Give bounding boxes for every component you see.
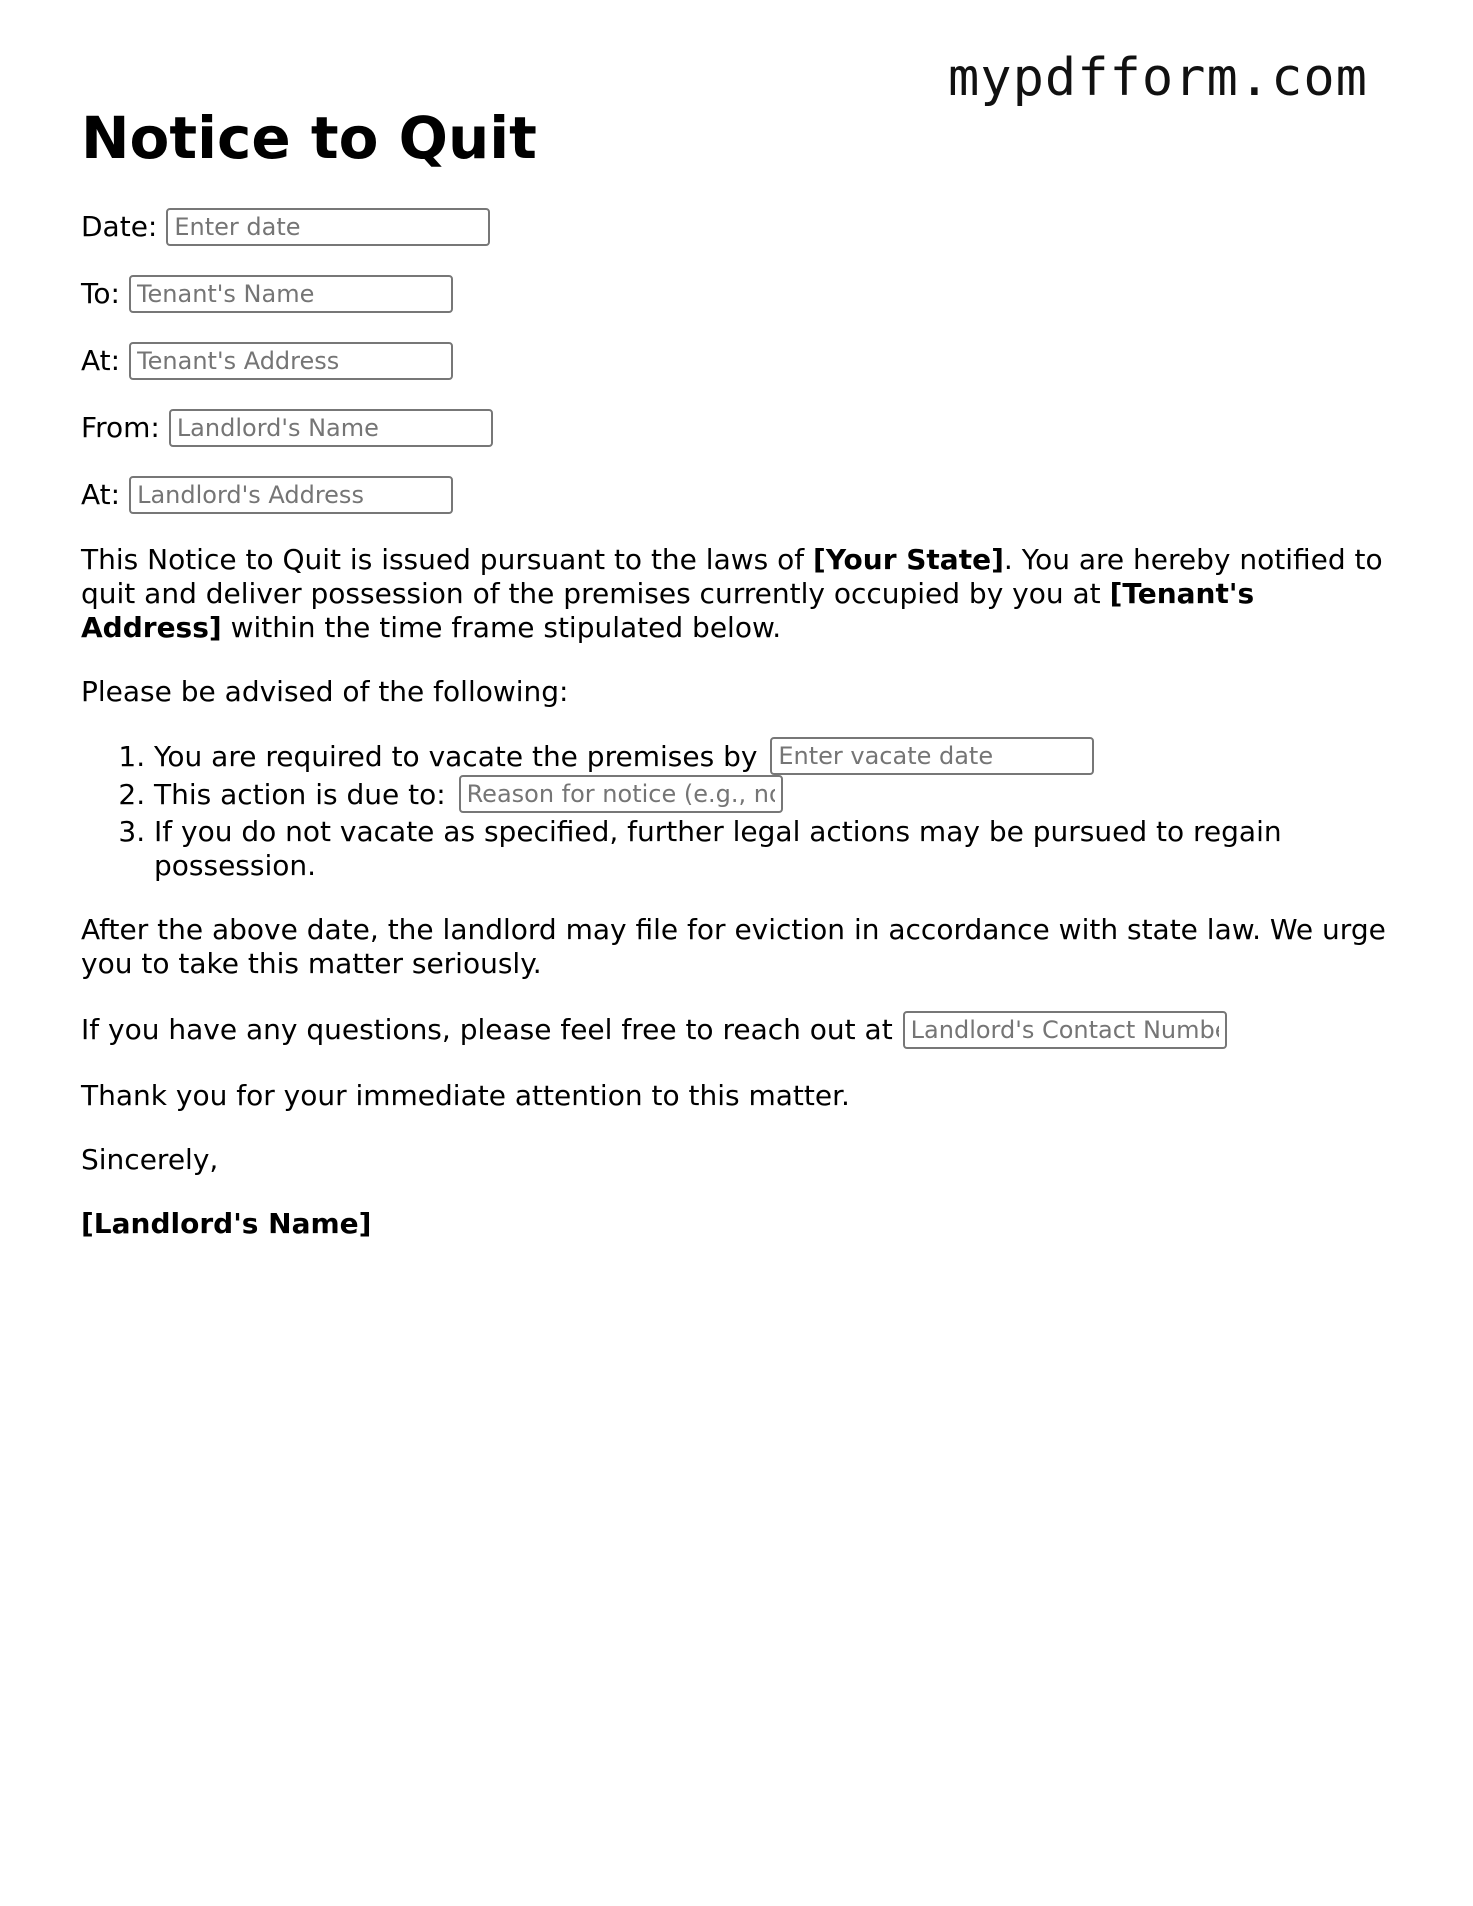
from-label: From: <box>81 411 160 444</box>
vacate-text: You are required to vacate the premises by <box>154 740 758 773</box>
intro-paragraph <box>81 543 1401 645</box>
tenant-name-input[interactable] <box>129 275 453 313</box>
intro-text-1: This Notice to Quit is issued pursuant to the laws of <box>81 543 814 576</box>
list-item <box>154 815 1401 883</box>
tenant-address-row <box>81 342 1401 380</box>
legal-action-text: If you do not vacate as specified, further legal actions may be pursued to regain possession. <box>154 815 1282 882</box>
thanks-text: Thank you for your immediate attention to this matter. <box>81 1079 850 1112</box>
from-row <box>81 409 1401 447</box>
intro-text-2: . You are hereby notified to quit and deliver possession of the premises currently occupied by you at <box>81 543 1383 610</box>
date-label: Date: <box>81 210 158 243</box>
eviction-paragraph: After the above date, the landlord may file for eviction in accordance with state law. We urge you to take this matter seriously. <box>81 913 1386 980</box>
contact-number-input[interactable] <box>903 1011 1227 1049</box>
date-row <box>81 208 1401 246</box>
state-placeholder: [Your State] <box>813 543 1004 576</box>
contact-text: If you have any questions, please feel free to reach out at <box>81 1013 893 1046</box>
vacate-date-input[interactable] <box>770 737 1094 775</box>
contact-row <box>81 1011 1401 1049</box>
closing-text: Sincerely, <box>81 1143 219 1176</box>
reason-input[interactable] <box>459 775 783 813</box>
tenant-address-placeholder: [Tenant's Address] <box>81 577 1255 644</box>
landlord-at-label: At: <box>81 478 121 511</box>
list-item <box>154 777 1401 815</box>
tenant-address-input[interactable] <box>129 342 453 380</box>
landlord-address-row <box>81 476 1401 514</box>
to-label: To: <box>81 277 120 310</box>
date-input[interactable] <box>166 208 490 246</box>
landlord-name-input[interactable] <box>169 409 493 447</box>
to-row <box>81 275 1401 313</box>
tenant-at-label: At: <box>81 344 121 377</box>
list-item <box>154 739 1401 777</box>
watermark: mypdfform.com <box>948 48 1368 108</box>
page-title: Notice to Quit <box>81 104 537 172</box>
conditions-list <box>81 739 1401 883</box>
advised-text: Please be advised of the following: <box>81 675 569 708</box>
intro-text-3: within the time frame stipulated below. <box>221 611 782 644</box>
signature: [Landlord's Name] <box>81 1207 372 1240</box>
reason-text: This action is due to: <box>154 778 446 811</box>
notice-document <box>81 98 1401 1241</box>
landlord-address-input[interactable] <box>129 476 453 514</box>
